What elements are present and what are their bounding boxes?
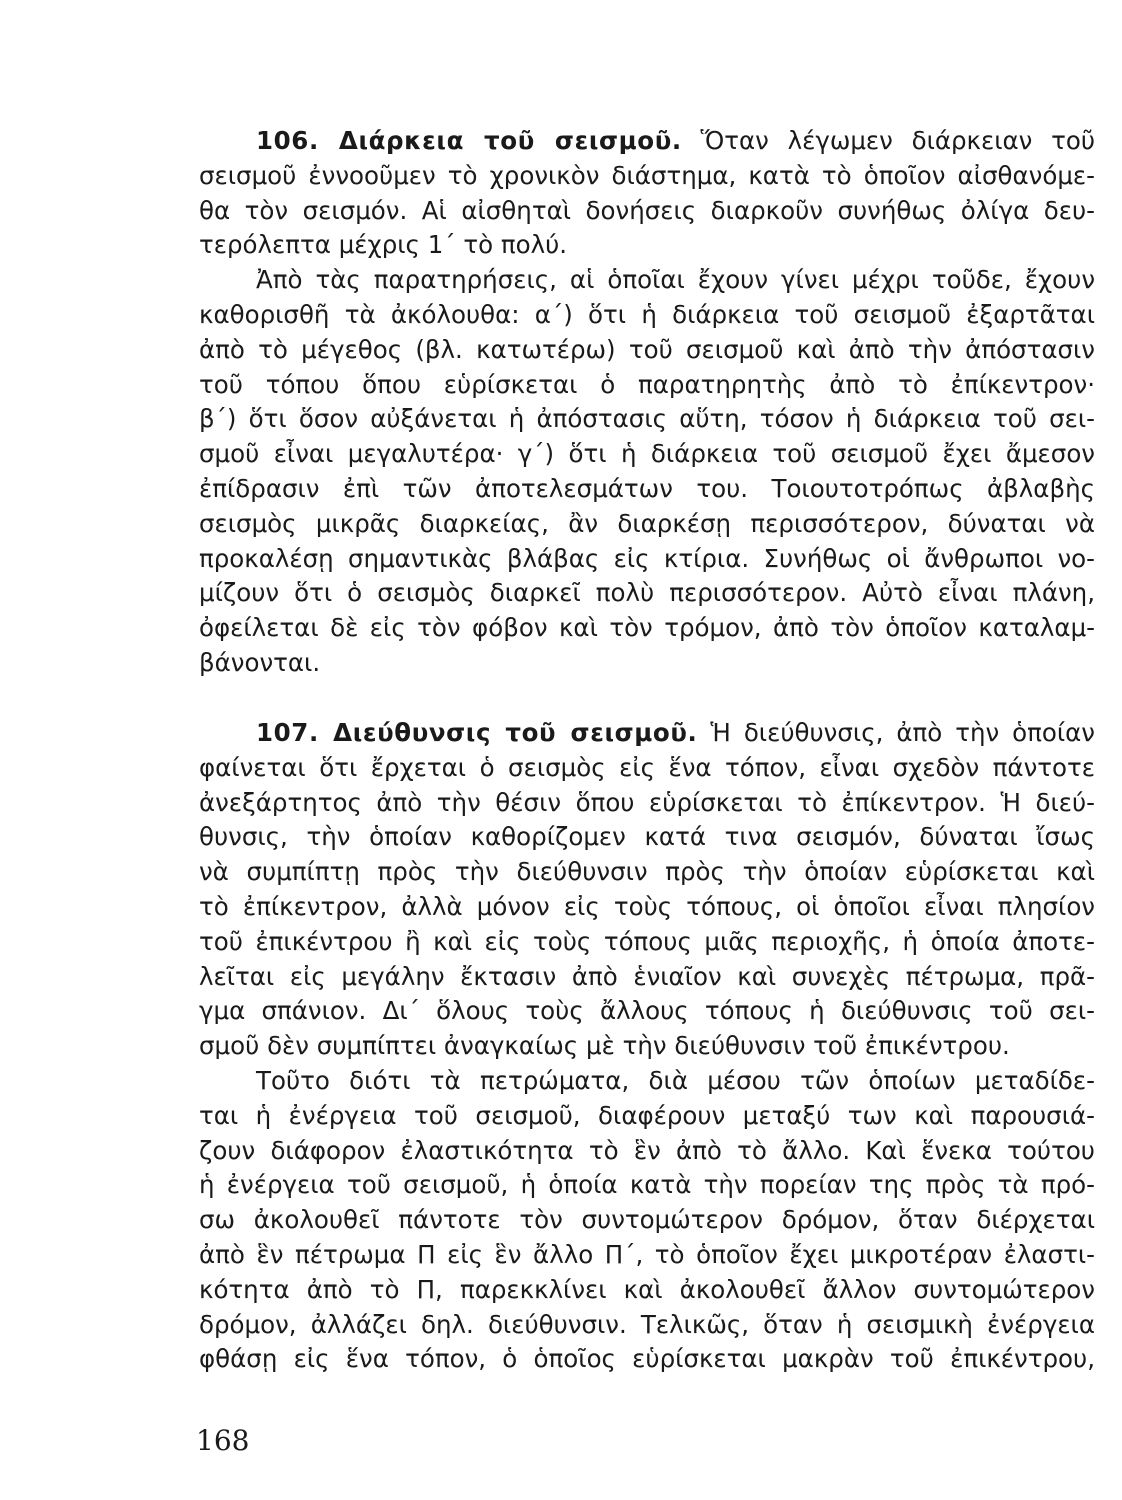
section-106-paragraph-1 xyxy=(199,124,1095,263)
text-line: τοῦ τόπου ὅπου εὑρίσκεται ὁ παρατηρητὴς ἀπὸ τὸ ἐπίκεντρον· xyxy=(199,369,1095,399)
text-line: καθορισθῆ τὰ ἀκόλουθα: α΄) ὅτι ἡ διάρκεια τοῦ σεισμοῦ ἐξαρτᾶται xyxy=(199,299,1095,329)
text-line: θυνσις, τὴν ὁποίαν καθορίζομεν κατά τινα σεισμόν, δύναται ἴσως xyxy=(199,822,1095,852)
section-107-paragraph-2 xyxy=(199,1064,1095,1377)
text-line: ἀπὸ τὸ μέγεθος (βλ. κατωτέρω) τοῦ σεισμοῦ καὶ ἀπὸ τὴν ἀπόστασιν xyxy=(199,334,1095,364)
text-line: ζουν διάφορον ἐλαστικότητα τὸ ἓν ἀπὸ τὸ ἄλλο. Καὶ ἕνεκα τούτου xyxy=(199,1135,1095,1165)
section-106 xyxy=(199,124,1095,681)
text-line: ἡ ἐνέργεια τοῦ σεισμοῦ, ἡ ὁποία κατὰ τὴν πορείαν της πρὸς τὰ πρό- xyxy=(199,1170,1095,1200)
text-line: Τοῦτο διότι τὰ πετρώματα, διὰ μέσου τῶν ὁποίων μεταδίδε- xyxy=(256,1065,1095,1095)
text-line: θα τὸν σεισμόν. Αἱ αἰσθηταὶ δονήσεις διαρκοῦν συνήθως ὀλίγα δευ- xyxy=(199,195,1095,225)
text-line: τὸ ἐπίκεντρον, ἀλλὰ μόνον εἰς τοὺς τόπους, οἱ ὁποῖοι εἶναι πλησίον xyxy=(199,891,1095,921)
section-107 xyxy=(199,716,1095,1377)
text-line: ἀπὸ ἓν πέτρωμα Π εἰς ἓν ἄλλο Π΄, τὸ ὁποῖον ἔχει μικροτέραν ἐλαστι- xyxy=(199,1239,1095,1269)
text-line: γμα σπάνιον. Δι΄ ὅλους τοὺς ἄλλους τόπους ἡ διεύθυνσις τοῦ σει- xyxy=(199,996,1095,1026)
section-107-paragraph-1 xyxy=(199,716,1095,1064)
text-line: τερόλεπτα μέχρις 1΄ τὸ πολύ. xyxy=(199,230,568,260)
section-106-heading: 106. Διάρκεια τοῦ σεισμοῦ. xyxy=(256,126,682,155)
text-line: νὰ συμπίπτῃ πρὸς τὴν διεύθυνσιν πρὸς τὴν ὁποίαν εὑρίσκεται καὶ xyxy=(199,857,1095,887)
text-line: Ἀπὸ τὰς παρατηρήσεις, αἱ ὁποῖαι ἔχουν γίνει μέχρι τοῦδε, ἔχουν xyxy=(256,265,1095,295)
text-line: φθάσῃ εἰς ἕνα τόπον, ὁ ὁποῖος εὑρίσκεται μακρὰν τοῦ ἐπικέντρου, xyxy=(199,1344,1095,1374)
text-line: β΄) ὅτι ὅσον αὐξάνεται ἡ ἀπόστασις αὕτη, τόσον ἡ διάρκεια τοῦ σει- xyxy=(199,404,1095,434)
text-line: σεισμοῦ ἐννοοῦμεν τὸ χρονικὸν διάστημα, κατὰ τὸ ὁποῖον αἰσθανόμε- xyxy=(199,160,1095,190)
section-107-heading: 107. Διεύθυνσις τοῦ σεισμοῦ. xyxy=(256,718,698,747)
text-line: σεισμὸς μικρᾶς διαρκείας, ἂν διαρκέσῃ περισσότερον, δύναται νὰ xyxy=(199,508,1095,538)
text-line: σω ἀκολουθεῖ πάντοτε τὸν συντομώτερον δρόμον, ὅταν διέρχεται xyxy=(199,1205,1095,1235)
text-line: 106. Διάρκεια τοῦ σεισμοῦ. Ὅταν λέγωμεν διάρκειαν τοῦ xyxy=(256,126,1095,155)
text-line: ὀφείλεται δὲ εἰς τὸν φόβον καὶ τὸν τρόμον, ἀπὸ τὸν ὁποῖον καταλαμ- xyxy=(199,613,1095,643)
text-line: δρόμον, ἀλλάζει δηλ. διεύθυνσιν. Τελικῶς, ὅταν ἡ σεισμικὴ ἐνέργεια xyxy=(199,1309,1095,1339)
text-line: βάνονται. xyxy=(199,647,321,677)
text-line: λεῖται εἰς μεγάλην ἔκτασιν ἀπὸ ἑνιαῖον καὶ συνεχὲς πέτρωμα, πρᾶ- xyxy=(199,961,1095,991)
text-line: 107. Διεύθυνσις τοῦ σεισμοῦ. Ἡ διεύθυνσις, ἀπὸ τὴν ὁποίαν xyxy=(256,718,1095,747)
text-line: σμοῦ δὲν συμπίπτει ἀναγκαίως μὲ τὴν διεύθυνσιν τοῦ ἐπικέντρου. xyxy=(199,1031,1010,1061)
text-line: ἐπίδρασιν ἐπὶ τῶν ἀποτελεσμάτων του. Τοιουτοτρόπως ἀβλαβὴς xyxy=(199,473,1095,503)
section-106-paragraph-2 xyxy=(199,263,1095,681)
text-line: κότητα ἀπὸ τὸ Π, παρεκκλίνει καὶ ἀκολουθεῖ ἄλλον συντομώτερον xyxy=(199,1274,1095,1304)
text-line: μίζουν ὅτι ὁ σεισμὸς διαρκεῖ πολὺ περισσότερον. Αὐτὸ εἶναι πλάνη, xyxy=(199,578,1095,608)
text-line: προκαλέσῃ σημαντικὰς βλάβας εἰς κτίρια. Συνήθως οἱ ἄνθρωποι νο- xyxy=(199,543,1095,573)
text-line: ται ἡ ἐνέργεια τοῦ σεισμοῦ, διαφέρουν μεταξύ των καὶ παρουσιά- xyxy=(199,1100,1095,1130)
text-line: ἀνεξάρτητος ἀπὸ τὴν θέσιν ὅπου εὑρίσκεται τὸ ἐπίκεντρον. Ἡ διεύ- xyxy=(199,787,1095,817)
page-number: 168 xyxy=(196,1424,250,1457)
text-line: φαίνεται ὅτι ἔρχεται ὁ σεισμὸς εἰς ἕνα τόπον, εἶναι σχεδὸν πάντοτε xyxy=(199,752,1095,782)
text-line: τοῦ ἐπικέντρου ἢ καὶ εἰς τοὺς τόπους μιᾶς περιοχῆς, ἡ ὁποία ἀποτε- xyxy=(199,926,1095,956)
text-line: σμοῦ εἶναι μεγαλυτέρα· γ΄) ὅτι ἡ διάρκεια τοῦ σεισμοῦ ἔχει ἄμεσον xyxy=(199,439,1095,469)
